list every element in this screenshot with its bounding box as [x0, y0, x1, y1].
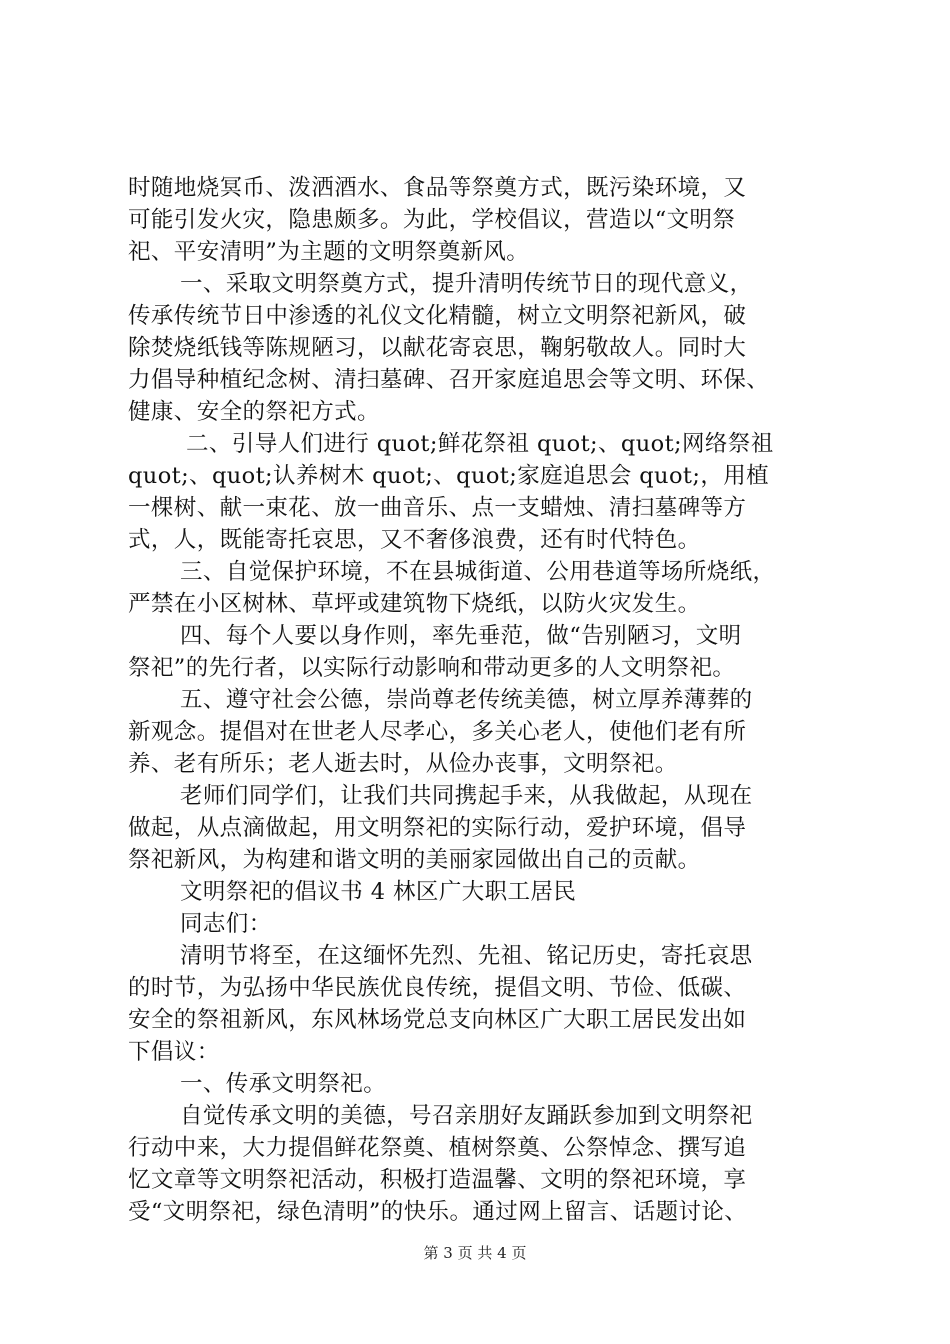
text-line: 祭祀”的先行者，以实际行动影响和带动更多的人文明祭祀。 [128, 655, 736, 681]
text-line: quot;、quot;认养树木 quot;、quot;家庭追思会 quot;，用植 [128, 463, 770, 489]
paragraph-first-line: 清明节将至，在这缅怀先烈、先祖、铭记历史，寄托哀思 [180, 943, 753, 969]
text-line: 传承传统节日中渗透的礼仪文化精髓，树立文明祭祀新风，破 [128, 303, 747, 329]
paragraph-first-line: 五、遵守社会公德，崇尚尊老传统美德，树立厚养薄葬的 [180, 687, 753, 713]
paragraph-first-line: 二、引导人们进行 quot;鲜花祭祖 quot;、quot;网络祭祖 [186, 431, 774, 457]
text-line: 行动中来，大力提倡鲜花祭奠、植树祭奠、公祭悼念、撰写追 [128, 1135, 747, 1161]
page-number-label: 第 3 页 共 4 页 [423, 1244, 527, 1262]
text-line: 一棵树、献一束花、放一曲音乐、点一支蜡烛、清扫墓碑等方 [128, 495, 747, 521]
text-line: 严禁在小区树林、草坪或建筑物下烧纸，以防火灾发生。 [128, 591, 701, 617]
paragraph-first-line: 老师们同学们，让我们共同携起手来，从我做起，从现在 [180, 783, 753, 809]
text-line: 忆文章等文明祭祀活动，积极打造温馨、文明的祭祀环境，享 [128, 1167, 747, 1193]
text-line: 可能引发火灾，隐患颇多。为此，学校倡议，营造以“文明祭 [128, 207, 736, 233]
text-line: 时随地烧冥币、泼洒酒水、食品等祭奠方式，既污染环境，又 [128, 175, 747, 201]
text-line: 健康、安全的祭祀方式。 [128, 399, 380, 425]
text-line: 除焚烧纸钱等陈规陋习，以献花寄哀思，鞠躬敬故人。同时大 [128, 335, 747, 361]
paragraph-first-line: 三、自觉保护环境，不在县城街道、公用巷道等场所烧纸， [180, 559, 776, 585]
paragraph-first-line: 一、传承文明祭祀。 [180, 1071, 387, 1097]
salutation-line: 同志们： [180, 911, 272, 937]
text-line: 养、老有所乐；老人逝去时，从俭办丧事，文明祭祀。 [128, 751, 678, 777]
text-line: 新观念。提倡对在世老人尽孝心，多关心老人，使他们老有所 [128, 719, 747, 745]
text-line: 力倡导种植纪念树、清扫墓碑、召开家庭追思会等文明、环保、 [128, 367, 770, 393]
document-body [128, 172, 828, 1228]
text-line: 安全的祭祖新风，东风林场党总支向林区广大职工居民发出如 [128, 1007, 747, 1033]
text-line: 祀、平安清明”为主题的文明祭奠新风。 [128, 239, 530, 265]
paragraph-first-line: 自觉传承文明的美德，号召亲朋好友踊跃参加到文明祭祀 [180, 1103, 753, 1129]
text-line: 做起，从点滴做起，用文明祭祀的实际行动，爱护环境，倡导 [128, 815, 747, 841]
text-line: 祭祀新风，为构建和谐文明的美丽家园做出自己的贡献。 [128, 847, 701, 873]
section-heading-line: 文明祭祀的倡议书 4 林区广大职工居民 [180, 879, 577, 905]
paragraph-first-line: 四、每个人要以身作则，率先垂范，做“告别陋习，文明 [180, 623, 742, 649]
text-line: 式，人，既能寄托哀思，又不奢侈浪费，还有时代特色。 [128, 527, 701, 553]
text-line: 下倡议： [128, 1039, 220, 1065]
text-line: 受“文明祭祀，绿色清明”的快乐。通过网上留言、话题讨论、 [128, 1199, 748, 1225]
paragraph-first-line: 一、采取文明祭奠方式，提升清明传统节日的现代意义， [180, 271, 753, 297]
page-footer [0, 1243, 950, 1263]
text-line: 的时节，为弘扬中华民族优良传统，提倡文明、节俭、低碳、 [128, 975, 747, 1001]
